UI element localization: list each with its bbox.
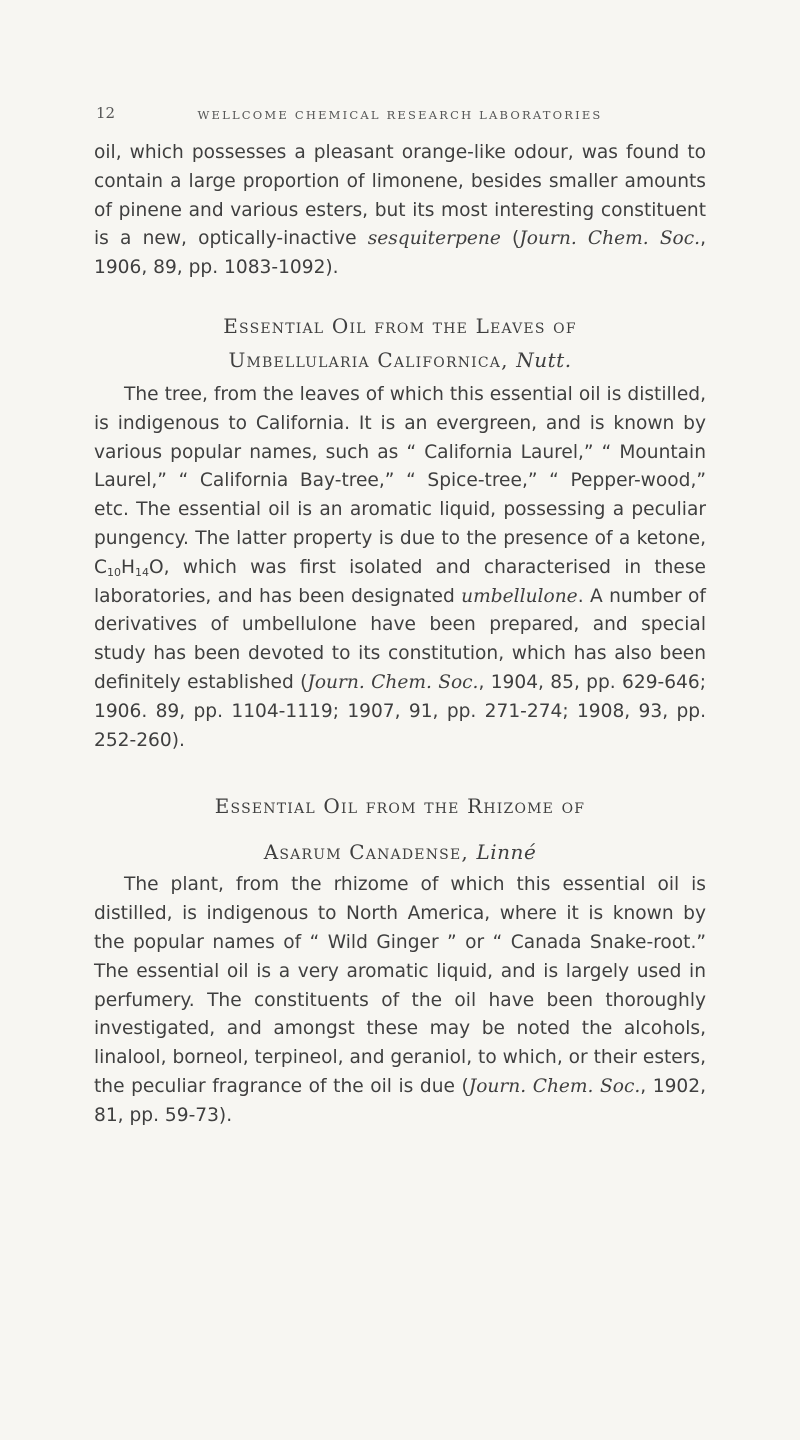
- text-run: , 1904, 85, pp. 629-646; 1906. 89, pp. 1104-1119; 1907, 91, pp. 271-274; 1908, 93, pp. 252-260).: [94, 671, 706, 751]
- subscript: 14: [134, 565, 149, 579]
- text-run: , 1906, 89, pp. 1083-1092).: [94, 228, 706, 279]
- text-run: oil, which possesses a pleasant orange-like odour, was found to contain a large proportion of limonene, besides smaller amounts of pinene and various esters, but its most interesting constituent is a new, optically-inactive: [94, 142, 706, 250]
- heading-author: Nutt.: [516, 347, 572, 372]
- section-heading-umbellularia: [94, 309, 706, 377]
- subscript: 10: [106, 565, 121, 579]
- journal-reference: Journ. Chem. Soc.: [519, 228, 701, 250]
- heading-author: Linné: [476, 840, 537, 865]
- text-run: The plant, from the rhizome of which this essential oil is distilled, is indigenous to North America, where it is known by the popular names of “ Wild Ginger ” or “ Canada Snake-root.” The essential oil is a very aromatic liquid, and is largely used in perfumery. The constituents of the oil have been thoroughly investigated, and amongst these may be noted the alcohols, linalool, borneol, terpineol, and geraniol, to which, or their esters, the peculiar fragrance of the oil is due (: [94, 874, 706, 1097]
- running-head: WELLCOME CHEMICAL RESEARCH LABORATORIES: [197, 108, 603, 122]
- page-body: [94, 139, 706, 1131]
- heading-line: Umbellularia Californica,: [228, 347, 509, 372]
- heading-line: Asarum Canadense,: [263, 840, 469, 865]
- asarum-paragraph: [94, 871, 706, 1130]
- text-run: H: [120, 556, 135, 578]
- intro-paragraph: [94, 139, 706, 283]
- text-run: , 1902, 81, pp. 59-73).: [94, 1075, 706, 1126]
- section-heading-asarum: [94, 789, 706, 869]
- heading-line: Essential Oil from the Rhizome of: [214, 794, 586, 819]
- journal-reference: Journ. Chem. Soc.: [307, 671, 479, 693]
- text-run: O, which was first isolated and characterised in these laboratories, and has been designated: [94, 556, 706, 607]
- italic-term: umbellulone: [461, 585, 578, 607]
- italic-term: sesquiterpene: [367, 228, 501, 250]
- heading-line: Essential Oil from the Leaves of: [223, 313, 577, 338]
- text-run: The tree, from the leaves of which this essential oil is distilled, is indigenous to California. It is an evergreen, and is known by various popular names, such as “ California Laurel,” “ Mountain Laurel,” “ California Bay-tree,” “ Spice-tree,” “ Pepper-wood,” etc. The essential oil is an aromatic liquid, possessing a peculiar pungency. The latter property is due to the presence of a ketone, C: [94, 383, 706, 578]
- text-run: (: [500, 228, 520, 250]
- page-number: 12: [96, 104, 116, 122]
- text-run: . A number of derivatives of umbellulone have been prepared, and special study has been devoted to its constitution, which has also been definitely established (: [94, 585, 706, 693]
- journal-reference: Journ. Chem. Soc.: [468, 1075, 641, 1097]
- umbellularia-paragraph: [94, 381, 706, 755]
